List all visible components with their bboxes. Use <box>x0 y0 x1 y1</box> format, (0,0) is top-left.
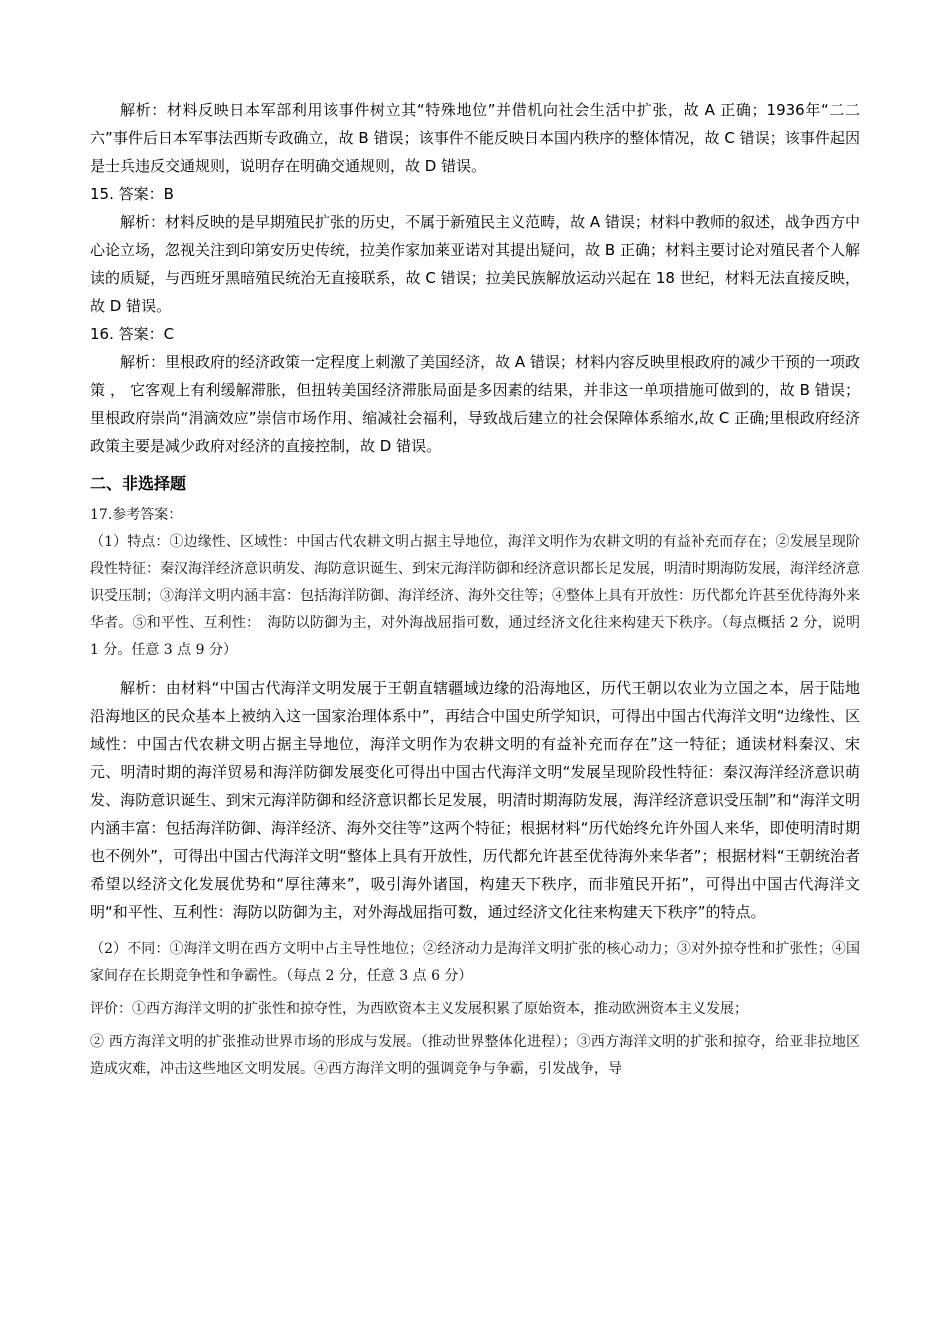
q17-part1-answer: （1）特点：①边缘性、区域性：中国古代农耕文明占据主导地位，海洋文明作为农耕文明的有益补充而存在；②发展呈现阶段性特征：秦汉海洋经济意识萌发、海防意识诞生、到宋元海洋防御和经济意识都长足发展，明清时期海防发展，海洋经济意识受压制；③海洋文明内涵丰富：包括海洋防御、海洋经济、海外交往等；④整体上具有开放性：历代都允许甚至优待海外来华者。⑤和平性、互利性： 海防以防御为主，对外海战屈指可数，通过经济文化往来构建天下秩序。（每点概括 2 分，说明 1 分。任意 3 点 9 分） <box>90 534 860 658</box>
q17-evaluation-2: ② 西方海洋文明的扩张推动世界市场的形成与发展。（推动世界整体化进程）；③西方海洋文明的扩张和掠夺，给亚非拉地区造成灾难，冲击这些地区文明发展。④西方海洋文明的强调竞争与争霸，引发战争，导 <box>90 1034 860 1077</box>
q17-part1-analysis: 解析：由材料“中国古代海洋文明发展于王朝直辖疆域边缘的沿海地区，历代王朝以农业为立国之本，居于陆地沿海地区的民众基本上被纳入这一国家治理体系中”，再结合中国史所学知识，可得出中国古代海洋文明“边缘性、区域性：中国古代农耕文明占据主导地位，海洋文明作为农耕文明的有益补充而存在”这一特征；通读材料秦汉、宋元、明清时期的海洋贸易和海洋防御发展变化可得出中国古代海洋文明“发展呈现阶段性特征：秦汉海洋经济意识萌发、海防意识诞生、到宋元海洋防御和经济意识都长足发展，明清时期海防发展，海洋经济意识受压制”和“海洋文明内涵丰富：包括海洋防御、海洋经济、海外交往等”这两个特征；根据材料“历代始终允许外国人来华，即使明清时期也不例外”，可得出中国古代海洋文明“整体上具有开放性，历代都允许甚至优待海外来华者”；根据材料“王朝统治者希望以经济文化发展优势和“厚往薄来”，吸引海外诸国，构建天下秩序，而非殖民开拓”，可得出中国古代海洋文明“和平性、互利性：海防以防御为主，对外海战屈指可数，通过经济文化往来构建天下秩序”的特点。 <box>90 679 860 921</box>
section-heading-non-choice: 二、非选择题 <box>90 474 187 493</box>
q16-answer: 16. 答案：C <box>90 325 175 343</box>
q17-part2-answer: （2）不同：①海洋文明在西方文明中占主导性地位；②经济动力是海洋文明扩张的核心动力；③对外掠夺性和扩张性；④国家间存在长期竞争性和争霸性。（每点 2 分，任意 3 点 6 分） <box>90 941 860 984</box>
q14-analysis: 解析：材料反映日本军部利用该事件树立其“特殊地位”并借机向社会生活中扩张，故 A 正确；1936年“二二六”事件后日本军事法西斯专政确立，故 B 错误；该事件不能反映日本国内秩序的整体情况，故 C 错误；该事件起因是士兵违反交通规则，说明存在明确交通规则，故 D 错误。 <box>90 101 860 175</box>
q15-analysis: 解析：材料反映的是早期殖民扩张的历史，不属于新殖民主义范畴，故 A 错误；材料中教师的叙述，战争西方中心论立场，忽视关注到印第安历史传统，拉美作家加莱亚诺对其提出疑问，故 B 正确；材料主要讨论对殖民者个人解读的质疑，与西班牙黑暗殖民统治无直接联系，故 C 错误；拉美民族解放运动兴起在 18 世纪，材料无法直接反映，故 D 错误。 <box>90 213 860 315</box>
q17-label: 17.参考答案： <box>90 507 183 523</box>
q15-answer: 15. 答案：B <box>90 185 174 203</box>
q16-analysis: 解析：里根政府的经济政策一定程度上刺激了美国经济，故 A 错误；材料内容反映里根政府的减少干预的一项政策 ， 它客观上有利缓解滞胀，但扭转美国经济滞胀局面是多因素的结果，并非这一单项措施可做到的，故 B 错误；里根政府崇尚“涓滴效应”崇信市场作用、缩减社会福利，导致战后建立的社会保障体系缩水,故 C 正确;里根政府经济政策主要是减少政府对经济的直接控制，故 D 错误。 <box>90 353 860 455</box>
q17-evaluation-1: 评价：①西方海洋文明的扩张性和掠夺性，为西欧资本主义发展积累了原始资本，推动欧洲资本主义发展； <box>90 1001 748 1017</box>
